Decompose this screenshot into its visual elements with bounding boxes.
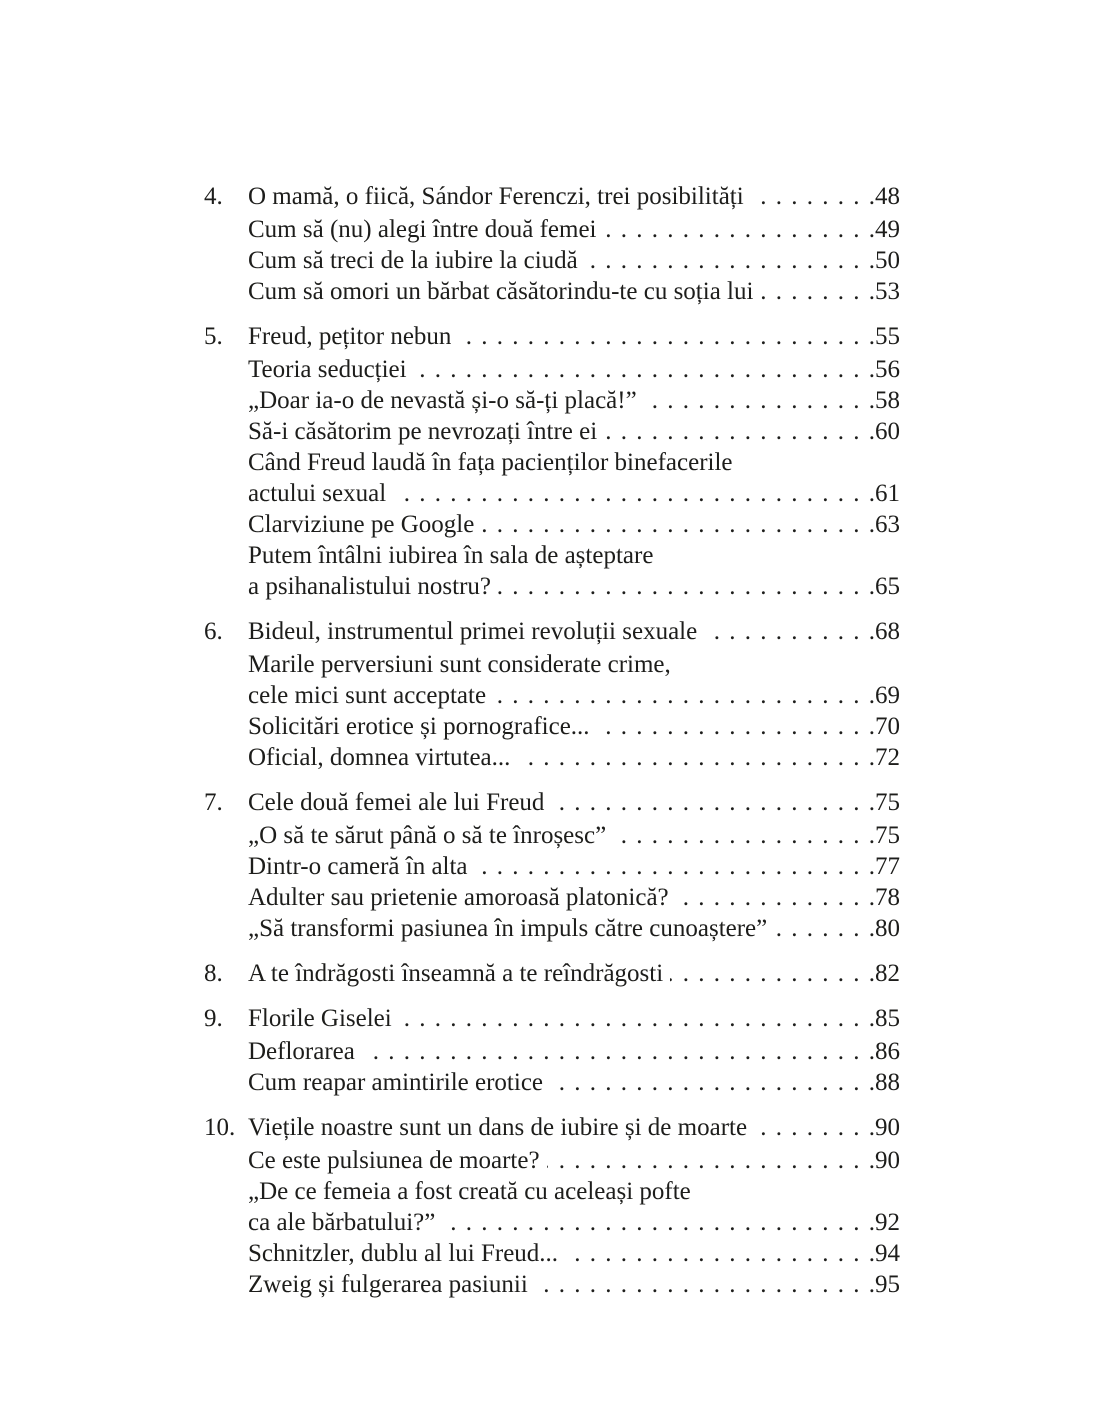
dot-leader (751, 181, 875, 212)
entry-title: Cum să (nu) alegi între două femei (248, 216, 597, 243)
entry-title: Florile Giselei (248, 1005, 392, 1032)
toc-row (204, 649, 900, 680)
page-number: 85 (875, 1005, 900, 1032)
toc-row (204, 711, 900, 742)
chapter-number: 7. (204, 789, 223, 816)
dot-leader (670, 958, 875, 989)
entry-title: Când Freud laudă în fața pacienților binefacerile (248, 449, 733, 476)
page-number: 68 (875, 618, 900, 645)
dot-leader (517, 742, 875, 773)
entry-title: Adulter sau prietenie amoroasă platonică? (248, 884, 669, 911)
toc-row (204, 1036, 900, 1067)
dot-leader (493, 680, 875, 711)
dot-leader (414, 354, 875, 385)
page-number: 48 (875, 183, 900, 210)
page-number: 72 (875, 744, 900, 771)
dot-leader (604, 416, 875, 447)
page-number: 88 (875, 1069, 900, 1096)
toc-row (204, 1112, 900, 1143)
dot-leader (565, 1238, 875, 1269)
entry-title: „Doar ia-o de nevastă și-o să-ți placă!” (248, 387, 637, 414)
entry-title: Freud, pețitor nebun (248, 323, 452, 350)
toc-row (204, 742, 900, 773)
toc-row (204, 509, 900, 540)
toc-row (204, 787, 900, 818)
dot-leader (704, 616, 875, 647)
toc-row (204, 1238, 900, 1269)
toc-row (204, 447, 900, 478)
toc-row (204, 478, 900, 509)
entry-title: Cum să omori un bărbat căsătorindu-te cu soția lui (248, 278, 754, 305)
chapter-number: 5. (204, 323, 223, 350)
toc-row (204, 1269, 900, 1300)
page-number: 49 (875, 216, 900, 243)
chapter-number: 8. (204, 960, 223, 987)
page-number: 53 (875, 278, 900, 305)
toc-row (204, 882, 900, 913)
toc-row (204, 913, 900, 944)
entry-title: „De ce femeia a fost creată cu aceleași pofte (248, 1178, 691, 1205)
entry-title: „O să te sărut până o să te înroșesc” (248, 822, 607, 849)
toc-row (204, 851, 900, 882)
toc-row (204, 321, 900, 352)
dot-leader (676, 882, 875, 913)
toc-section (204, 787, 900, 944)
entry-title: Cum să treci de la iubire la ciudă (248, 247, 578, 274)
page-number: 55 (875, 323, 900, 350)
toc-section (204, 958, 900, 989)
toc-row (204, 1067, 900, 1098)
entry-title: cele mici sunt acceptate (248, 682, 487, 709)
dot-leader (613, 820, 875, 851)
toc-row (204, 181, 900, 212)
dot-leader (458, 321, 875, 352)
dot-leader (399, 1003, 875, 1034)
toc-row (204, 540, 900, 571)
toc-row (204, 354, 900, 385)
entry-title: Schnitzler, dublu al lui Freud... (248, 1240, 559, 1267)
page-number: 90 (875, 1147, 900, 1174)
entry-title: Putem întâlni iubirea în sala de așteptare (248, 542, 654, 569)
toc-section (204, 1003, 900, 1098)
dot-leader (550, 1067, 875, 1098)
toc-row (204, 958, 900, 989)
page-number: 65 (875, 573, 900, 600)
page-number: 82 (875, 960, 900, 987)
toc-row (204, 276, 900, 307)
toc-row (204, 571, 900, 602)
dot-leader (754, 1112, 875, 1143)
page-number: 69 (875, 682, 900, 709)
toc-row (204, 616, 900, 647)
dot-leader (604, 214, 876, 245)
page-number: 60 (875, 418, 900, 445)
page-number: 95 (875, 1271, 900, 1298)
entry-title: Să-i căsătorim pe nevrozați între ei (248, 418, 598, 445)
page-number: 77 (875, 853, 900, 880)
dot-leader (362, 1036, 875, 1067)
toc-section (204, 181, 900, 307)
page-number: 75 (875, 822, 900, 849)
toc-row (204, 1145, 900, 1176)
entry-title: Zweig și fulgerarea pasiunii (248, 1271, 528, 1298)
page-number: 75 (875, 789, 900, 816)
entry-title: actului sexual (248, 480, 387, 507)
entry-title: ca ale bărbatului?” (248, 1209, 436, 1236)
dot-leader (774, 913, 875, 944)
page-number: 92 (875, 1209, 900, 1236)
dot-leader (535, 1269, 875, 1300)
entry-title: a psihanalistului nostru? (248, 573, 492, 600)
page-number: 86 (875, 1038, 900, 1065)
page-number: 63 (875, 511, 900, 538)
table-of-contents (204, 181, 900, 1300)
entry-title: Dintr-o cameră în alta (248, 853, 468, 880)
entry-title: Cele două femei ale lui Freud (248, 789, 545, 816)
entry-title: Ce este pulsiunea de moarte? (248, 1147, 540, 1174)
entry-title: Marile perversiuni sunt considerate crime, (248, 651, 671, 678)
toc-row (204, 1176, 900, 1207)
entry-title: Cum reapar amintirile erotice (248, 1069, 544, 1096)
dot-leader (442, 1207, 875, 1238)
toc-row (204, 1003, 900, 1034)
page-number: 61 (875, 480, 900, 507)
page-number: 94 (875, 1240, 900, 1267)
entry-title: Teoria seducției (248, 356, 407, 383)
chapter-number: 9. (204, 1005, 223, 1032)
dot-leader (393, 478, 875, 509)
dot-leader (585, 245, 875, 276)
chapter-number: 6. (204, 618, 223, 645)
entry-title: Oficial, domnea virtutea... (248, 744, 511, 771)
page-number: 58 (875, 387, 900, 414)
dot-leader (597, 711, 875, 742)
dot-leader (760, 276, 875, 307)
toc-row (204, 820, 900, 851)
entry-title: Bideul, instrumentul primei revoluții sexuale (248, 618, 698, 645)
entry-title: A te îndrăgosti înseamnă a te reîndrăgosti (248, 960, 664, 987)
toc-row (204, 214, 900, 245)
page-number: 90 (875, 1114, 900, 1141)
toc-section (204, 616, 900, 773)
toc-row (204, 385, 900, 416)
dot-leader (547, 1145, 875, 1176)
entry-title: O mamă, o fiică, Sándor Ferenczi, trei posibilități (248, 183, 744, 210)
toc-section (204, 321, 900, 602)
toc-row (204, 1207, 900, 1238)
toc-row (204, 416, 900, 447)
entry-title: Solicitări erotice și pornografice... (248, 713, 590, 740)
entry-title: Deflorarea (248, 1038, 355, 1065)
dot-leader (481, 509, 875, 540)
entry-title: Clarviziune pe Google (248, 511, 475, 538)
entry-title: Viețile noastre sunt un dans de iubire și de moarte (248, 1114, 748, 1141)
page-number: 50 (875, 247, 900, 274)
dot-leader (644, 385, 875, 416)
chapter-number: 10. (204, 1114, 236, 1141)
toc-row (204, 680, 900, 711)
dot-leader (498, 571, 875, 602)
page-number: 70 (875, 713, 900, 740)
page-number: 56 (875, 356, 900, 383)
page-number: 80 (875, 915, 900, 942)
dot-leader (475, 851, 875, 882)
entry-title: „Să transformi pasiunea în impuls către cunoaștere” (248, 915, 768, 942)
page-number: 78 (875, 884, 900, 911)
toc-section (204, 1112, 900, 1300)
toc-row (204, 245, 900, 276)
dot-leader (551, 787, 875, 818)
chapter-number: 4. (204, 183, 223, 210)
